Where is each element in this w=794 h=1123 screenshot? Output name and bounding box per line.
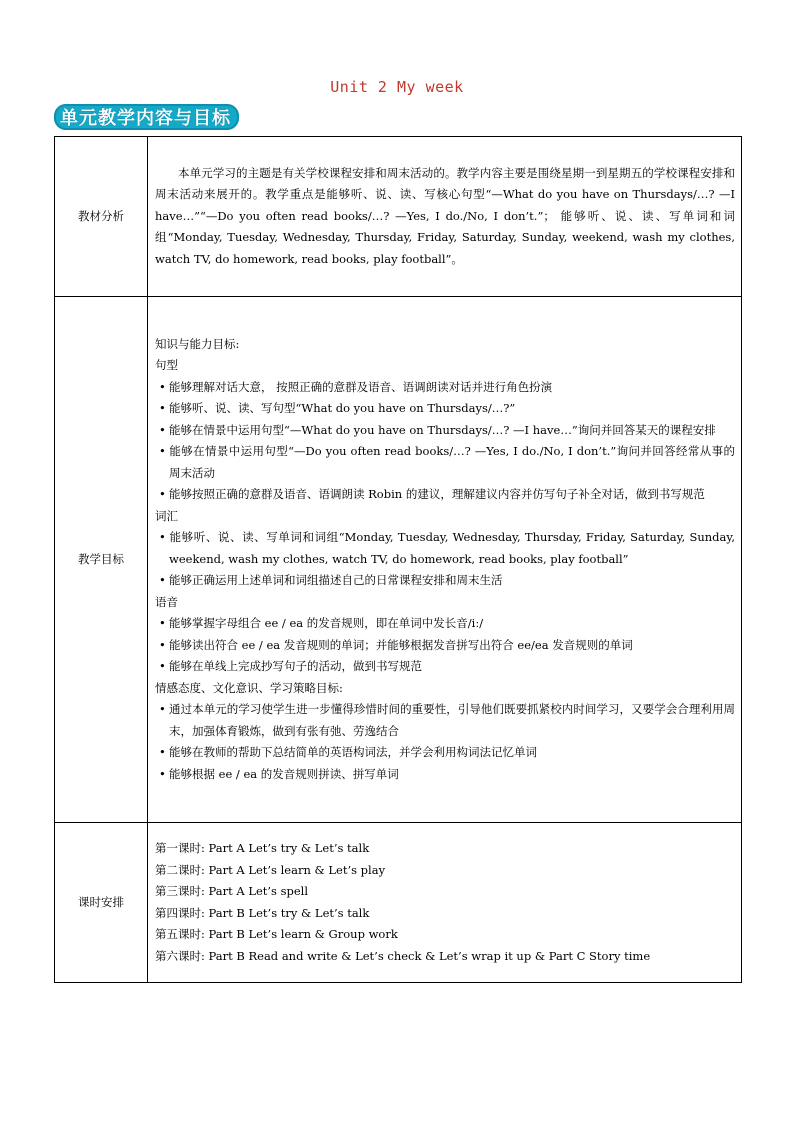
unit-plan-table	[54, 136, 742, 983]
list-item: • 能够正确运用上述单词和词组描述自己的日常课程安排和周末生活	[155, 570, 735, 592]
list-item: • 通过本单元的学习使学生进一步懂得珍惜时间的重要性，引导他们既要抓紧校内时间学习，又要学会合理利用周末，加强体育锻炼，做到有张有弛、劳逸结合	[155, 699, 735, 742]
phonics-heading: 语音	[155, 594, 178, 609]
schedule-content	[148, 823, 742, 983]
schedule-item: 第二课时: Part A Let’s learn & Let’s play	[155, 862, 386, 877]
section-banner-label: 单元教学内容与目标	[60, 108, 231, 129]
list-item: • 能够在情景中运用句型“—Do you often read books/…? —Yes, I do./No, I don’t.”询问并回答经常从事的周末活动	[155, 441, 735, 484]
list-item: • 能够在教师的帮助下总结简单的英语构词法，并学会利用构词法记忆单词	[155, 742, 735, 764]
list-item: • 能够听、说、读、写单词和词组“Monday, Tuesday, Wednesday, Thursday, Friday, Saturday, Sunday, weekend, wash my clothes, watch TV, do homework, read books, play football”	[155, 527, 735, 570]
table-row-schedule	[55, 823, 742, 983]
list-item: • 能够听、说、读、写句型“What do you have on Thursdays/…?”	[155, 398, 735, 420]
analysis-text: 本单元学习的主题是有关学校课程安排和周末活动的。教学内容主要是围绕星期一到星期五的学校课程安排和周末活动来展开的。教学重点是能够听、说、读、写核心句型“—What do you have on Thursdays/…? —I have…”“—Do you often read books/…? —Yes, I do./No, I don’t.”； 能够听、说、读、写单词和词组“Monday, Tuesday, Wednesday, Thursday, Friday, Saturday, Sunday, weekend, wash my clothes, watch TV, do homework, read books, play football”。	[155, 165, 735, 266]
list-item: • 能够在情景中运用句型“—What do you have on Thursdays/…? —I have…”询问并回答某天的课程安排	[155, 420, 735, 442]
list-item: • 能够理解对话大意， 按照正确的意群及语音、语调朗读对话并进行角色扮演	[155, 377, 735, 399]
list-item: • 能够掌握字母组合 ee / ea 的发音规则，即在单词中发长音/iː/	[155, 613, 735, 635]
list-item: • 能够按照正确的意群及语音、语调朗读 Robin 的建议，理解建议内容并仿写句子补全对话，做到书写规范	[155, 484, 735, 506]
schedule-item: 第三课时: Part A Let’s spell	[155, 884, 309, 898]
schedule-item: 第一课时: Part A Let’s try & Let’s talk	[155, 841, 370, 855]
section-banner	[54, 104, 239, 130]
row-label-goals: 教学目标	[55, 297, 148, 823]
list-item: • 能够根据 ee / ea 的发音规则拼读、拼写单词	[155, 764, 735, 786]
schedule-item: 第五课时: Part B Let’s learn & Group work	[155, 927, 398, 941]
attitude-heading: 情感态度、文化意识、学习策略目标:	[155, 680, 343, 695]
table-row-goals	[55, 297, 742, 823]
table-row-analysis	[55, 137, 742, 297]
row-label-analysis: 教材分析	[55, 137, 148, 297]
row-label-schedule: 课时安排	[55, 823, 148, 983]
goals-content	[148, 297, 742, 823]
goals-heading: 知识与能力目标:	[155, 336, 240, 351]
schedule-item: 第六课时: Part B Read and write & Let’s check & Let’s wrap it up & Part C Story time	[155, 948, 651, 963]
page-title: Unit 2 My week	[330, 78, 464, 96]
vocab-heading: 词汇	[155, 508, 178, 523]
sentence-heading: 句型	[155, 358, 178, 373]
list-item: • 能够读出符合 ee / ea 发音规则的单词；并能够根据发音拼写出符合 ee/ea 发音规则的单词	[155, 635, 735, 657]
list-item: • 能够在单线上完成抄写句子的活动，做到书写规范	[155, 656, 735, 678]
schedule-item: 第四课时: Part B Let’s try & Let’s talk	[155, 905, 370, 920]
analysis-content	[148, 137, 742, 297]
